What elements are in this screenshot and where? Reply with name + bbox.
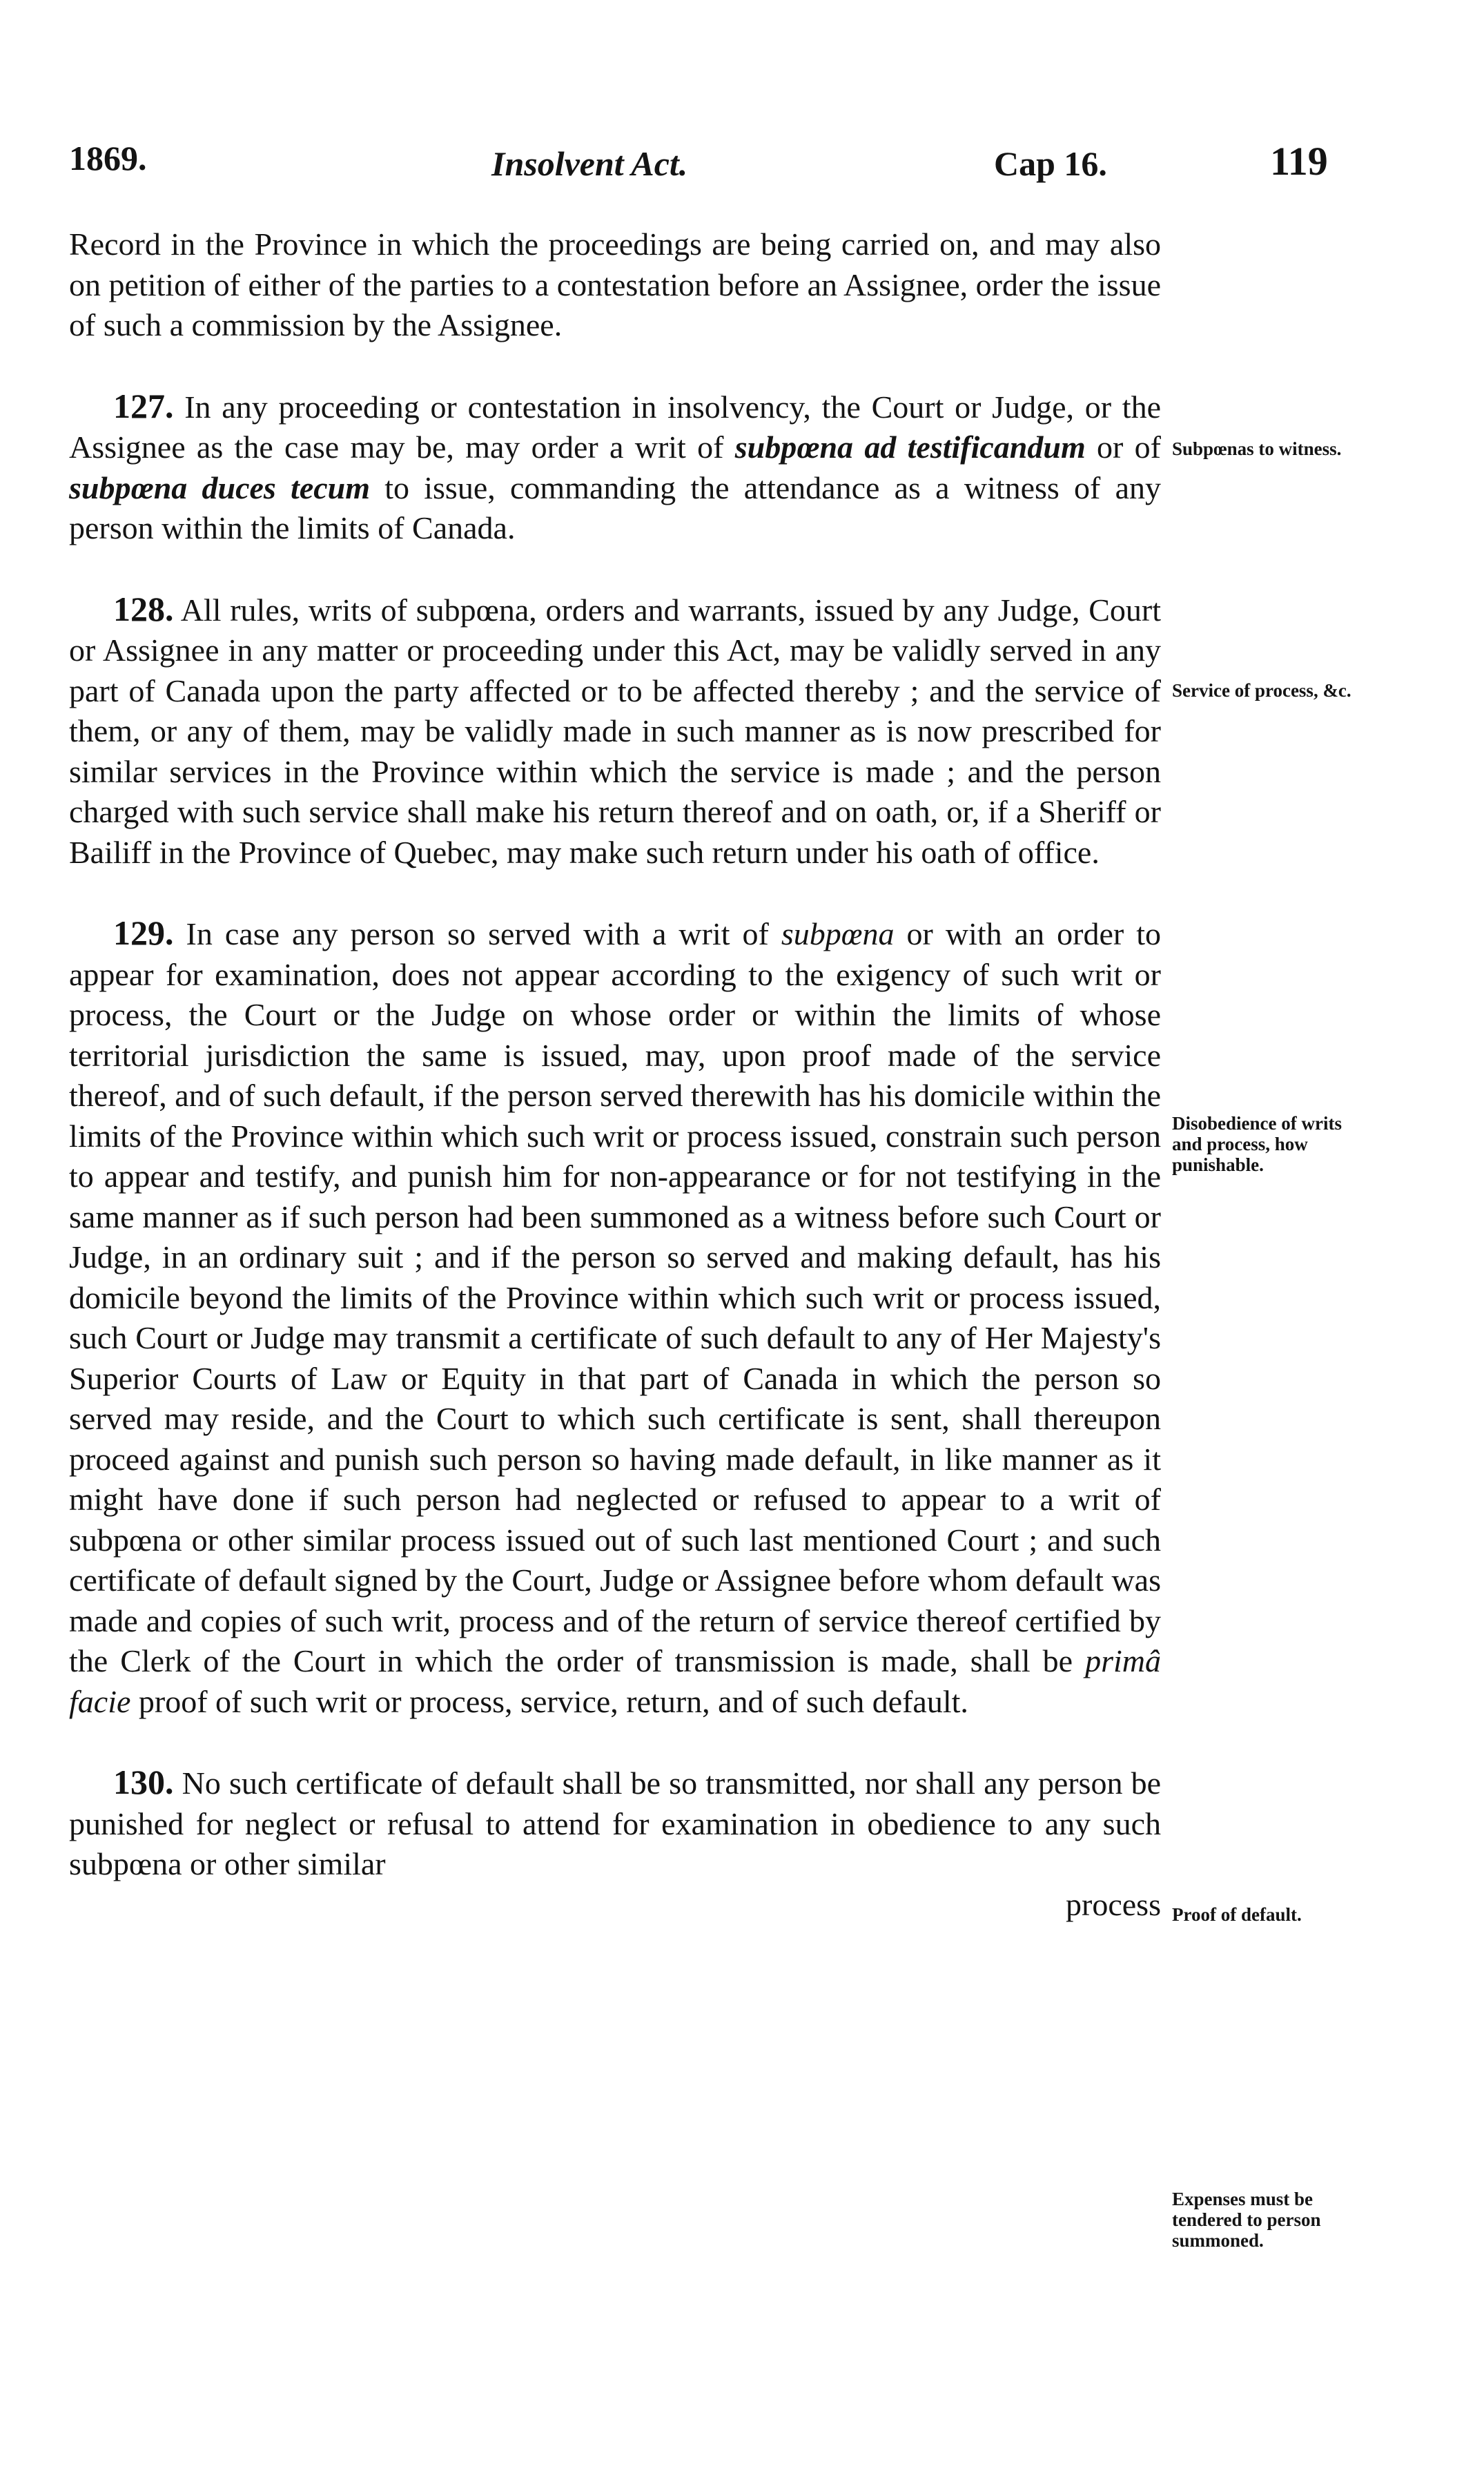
header-year: 1869. [69, 139, 147, 177]
body-text [69, 224, 1161, 1925]
section-text: In case any person so served with a writ of [173, 916, 781, 951]
section-129 [69, 913, 1161, 1722]
section-text: In any proceeding or contestation in insolvency, the Court or Judge, or the Assignee as the case may be, may order a writ of [69, 389, 1161, 465]
margin-note-128: Service of process, &c. [1172, 680, 1351, 701]
margin-note-129: Disobedience of writs and process, how punishable. [1172, 1113, 1342, 1175]
section-text: or with an order to appear for examination, does not appear according to the exigency of such writ or process, the Court or the Judge on whose order or within the limits of whose territorial jurisdiction the same is issued, may, upon proof made of the service thereof, and of such default, if the person served therewith has his domicile within the limits of the Province within which such writ or process issued, constrain such person to appear and testify, and punish him for non-appearance or for not testifying in the same manner as if such person had been summoned as a witness before such Court or Judge, in an ordinary suit ; and if the person so served and making default, has his domicile beyond the limits of the Province within which such writ or process issued, such Court or Judge may transmit a certificate of such default to any of Her Majesty's Superior Courts of Law or Equity in that part of Canada in which the person so served may reside, and the Court to which such certificate is sent, shall thereupon proceed against and punish such person so having made default, in like manner as it might have done if such person had neglected or refused to appear to a writ of subpœna or other similar process issued out of such last mentioned Court ; and such certificate of default signed by the Court, Judge or Assignee before whom default was made and copies of such writ, process and of the return of service thereof certified by the Clerk of the Court in which the order of transmission is made, shall be [69, 916, 1161, 1678]
section-text: to issue, commanding the attendance as a witness of any person within the limits of Canada. [69, 469, 1161, 545]
margin-note-129-proof: Proof of default. [1172, 1904, 1302, 1925]
section-number: 130. [113, 1763, 174, 1801]
header-chapter: Cap 16. [994, 144, 1107, 183]
section-127 [69, 386, 1161, 549]
section-text: proof of such writ or process, service, return, and of such default. [130, 1683, 968, 1719]
continuation-paragraph: Record in the Province in which the proceedings are being carried on, and may also on petition of either of the parties to a contestation before an Assignee, order the issue of such a commission by the Assignee. [69, 226, 1161, 342]
section-text: No such certificate of default shall be so transmitted, nor shall any person be punished for neglect or refusal to attend for examination in obedience to any such subpœna or other similar [69, 1765, 1161, 1881]
margin-note-127: Subpœnas to witness. [1172, 438, 1342, 459]
italic-term: subpœna [781, 916, 895, 951]
section-number: 129. [113, 913, 174, 952]
page-number: 119 [1270, 139, 1328, 184]
section-number: 127. [113, 386, 174, 425]
section-130 [69, 1762, 1161, 1885]
section-number: 128. [113, 589, 174, 628]
margin-note-130: Expenses must be tendered to person summoned. [1172, 2189, 1321, 2251]
italic-term: subpœna ad testificandum [734, 429, 1086, 465]
italic-term: primâ facie [69, 1643, 1161, 1719]
running-header [69, 138, 1401, 200]
section-128 [69, 589, 1161, 873]
header-title: Insolvent Act. [491, 144, 688, 183]
section-text: All rules, writs of subpœna, orders and warrants, issued by any Judge, Court or Assignee in any matter or proceeding under this Act, may be validly served in any part of Canada upon the party affected or to be affected thereby ; and the service of them, or any of them, may be validly made in such manner as is now prescribed for similar services in the Province within which the service is made ; and the person charged with such service shall make his return thereof and on oath, or, if a Sheriff or Bailiff in the Province of Quebec, may make such return under his oath of office. [69, 592, 1161, 870]
italic-term: subpœna duces tecum [69, 469, 371, 505]
catchword: process [1066, 1886, 1161, 1922]
section-text: or of [1085, 429, 1161, 465]
